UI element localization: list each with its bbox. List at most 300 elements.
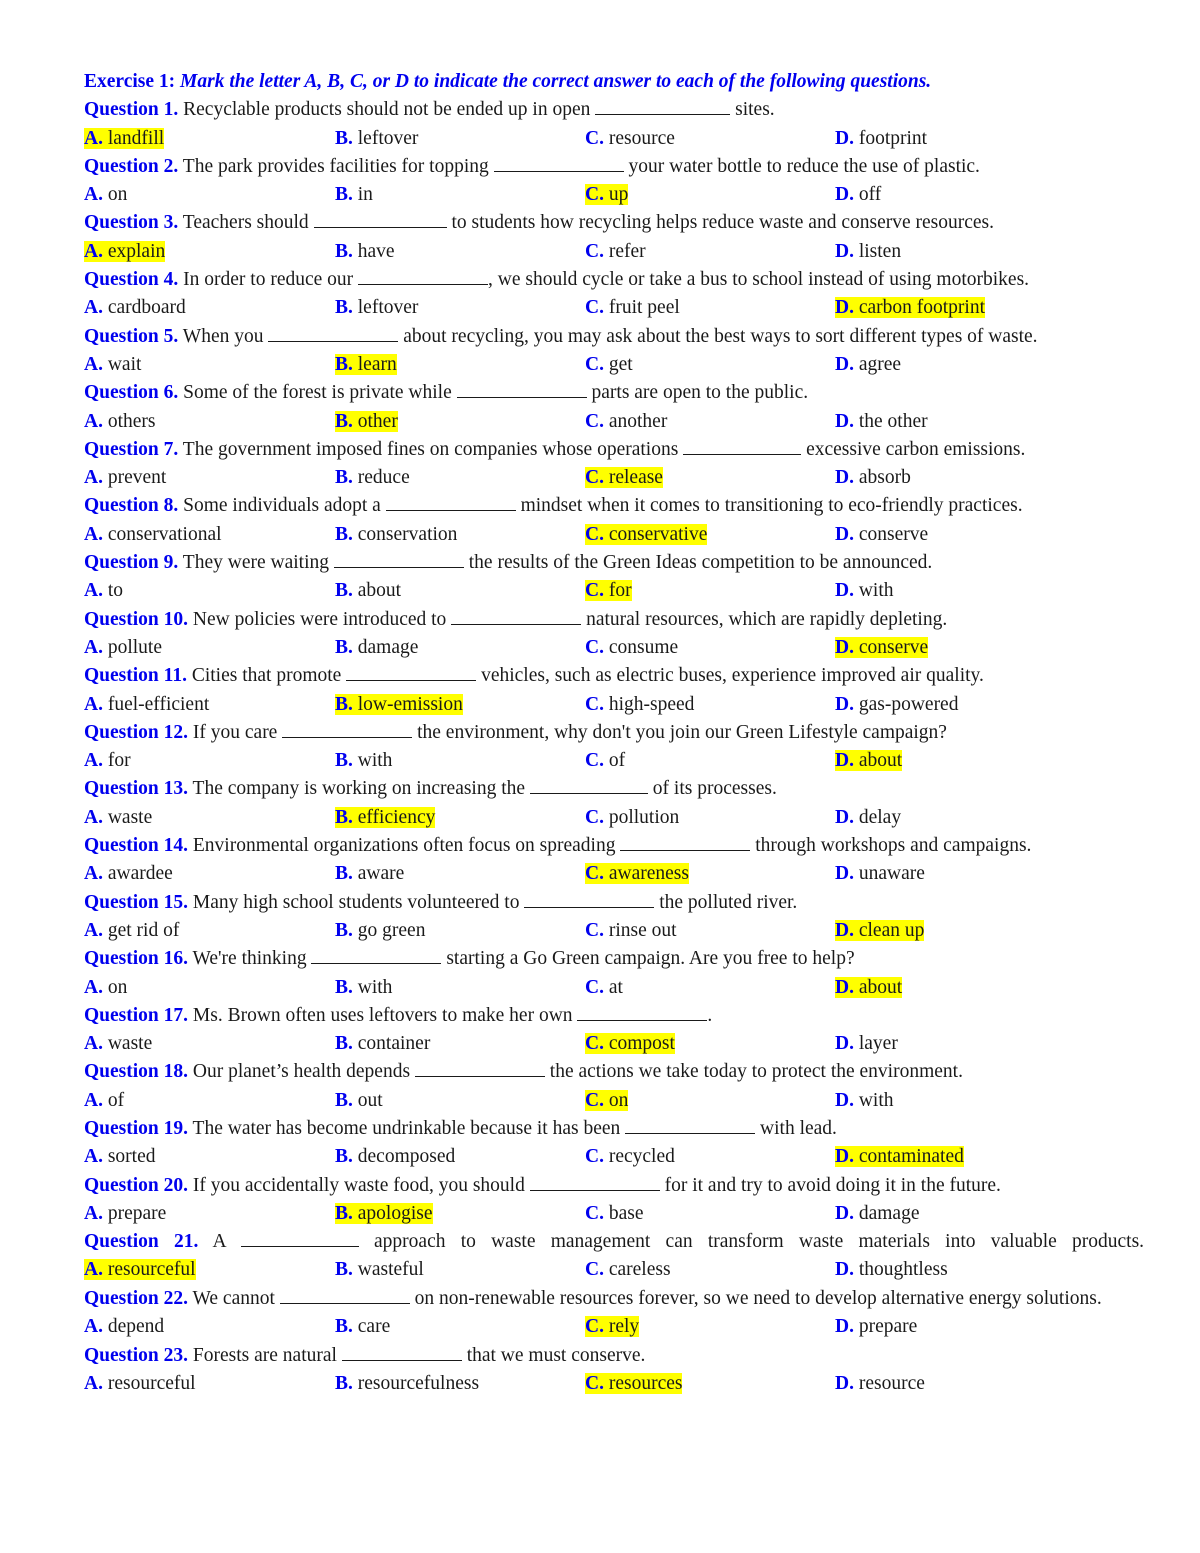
option-a[interactable] [84, 1143, 156, 1171]
option-content [84, 1146, 156, 1167]
option-d[interactable] [835, 1313, 917, 1341]
option-text: careless [608, 1259, 671, 1281]
question-text-after: parts are open to the public. [591, 382, 809, 404]
option-letter: C. [585, 1316, 604, 1338]
option-c[interactable] [585, 1143, 675, 1171]
option-text: at [608, 976, 623, 998]
option-a[interactable] [84, 860, 173, 888]
option-d[interactable] [835, 1030, 898, 1058]
option-content [585, 920, 677, 941]
option-content [835, 128, 927, 149]
question-prefix: Question [84, 1231, 159, 1253]
option-b[interactable] [335, 1370, 479, 1398]
option-c[interactable] [585, 1370, 682, 1398]
option-b[interactable] [335, 1200, 433, 1228]
option-letter: A. [84, 976, 103, 998]
question-prefix: Question [84, 99, 159, 121]
option-b[interactable] [335, 464, 410, 492]
option-c[interactable] [585, 238, 646, 266]
option-b[interactable] [335, 577, 401, 605]
option-content [585, 694, 694, 715]
question-label [84, 1288, 188, 1309]
option-a[interactable] [84, 294, 186, 322]
option-letter: B. [335, 240, 353, 262]
option-content [835, 241, 901, 262]
option-letter: D. [835, 127, 854, 149]
option-text: sorted [107, 1146, 156, 1168]
option-text: layer [858, 1033, 898, 1055]
question-stem [84, 436, 1144, 464]
option-letter: B. [335, 353, 353, 375]
question-text-after: . [707, 1004, 713, 1026]
option-letter: A. [84, 523, 103, 545]
option-letter: C. [585, 184, 604, 206]
option-text: about [858, 750, 903, 772]
question-text-before: Some of the forest is private while [183, 382, 452, 404]
option-text: fuel-efficient [107, 693, 210, 715]
option-content [585, 1316, 639, 1337]
option-c[interactable] [585, 1030, 675, 1058]
option-content [835, 863, 925, 884]
option-text: go green [357, 919, 426, 941]
question-number: 14. [163, 835, 189, 857]
option-b[interactable] [335, 1030, 430, 1058]
option-content [335, 411, 398, 432]
option-d[interactable] [835, 238, 901, 266]
option-text: efficiency [357, 806, 436, 828]
option-text: resourceful [107, 1372, 196, 1394]
answer-blank [530, 1172, 660, 1191]
option-c[interactable] [585, 1200, 644, 1228]
option-c[interactable] [585, 294, 680, 322]
question-prefix: Question [84, 665, 159, 687]
option-letter: D. [835, 976, 854, 998]
option-content [84, 411, 156, 432]
option-c[interactable] [585, 521, 707, 549]
option-d[interactable] [835, 1256, 948, 1284]
option-b[interactable] [335, 294, 418, 322]
option-letter: C. [585, 976, 604, 998]
question-text-after: to students how recycling helps reduce waste and conserve resources. [451, 212, 995, 234]
option-a[interactable] [84, 747, 131, 775]
option-d[interactable] [835, 691, 958, 719]
option-letter: A. [84, 693, 103, 715]
option-c[interactable] [585, 351, 633, 379]
option-text: cardboard [107, 297, 186, 319]
question-text-before: The water has become undrinkable because it has been [192, 1117, 621, 1139]
option-content [585, 467, 663, 488]
question-stem [84, 1172, 1144, 1200]
question-text-after: through workshops and campaigns. [755, 835, 1032, 857]
question-prefix: Question [84, 1004, 159, 1026]
option-b[interactable] [335, 747, 392, 775]
option-text: conservational [107, 523, 222, 545]
option-content [585, 297, 680, 318]
option-letter: A. [84, 580, 103, 602]
option-a[interactable] [84, 125, 164, 153]
option-c[interactable] [585, 464, 663, 492]
option-text: about [357, 580, 402, 602]
option-c[interactable] [585, 917, 677, 945]
question-label [84, 212, 178, 233]
option-content [84, 807, 152, 828]
question-number: 10. [163, 608, 189, 630]
option-a[interactable] [84, 181, 127, 209]
option-letter: C. [585, 1146, 604, 1168]
option-content [835, 184, 881, 205]
question-label [84, 1118, 188, 1139]
answer-blank [524, 889, 654, 908]
option-content [84, 694, 209, 715]
option-a[interactable] [84, 1256, 196, 1284]
option-content [335, 297, 418, 318]
options-row [84, 464, 1144, 492]
question-prefix: Question [84, 1174, 159, 1196]
option-letter: C. [585, 1202, 604, 1224]
option-b[interactable] [335, 125, 418, 153]
exercise-header [84, 68, 1144, 96]
options-row [84, 917, 1144, 945]
option-letter: D. [835, 580, 854, 602]
option-text: resources [608, 1372, 683, 1394]
option-text: resourcefulness [357, 1372, 480, 1394]
option-content [84, 297, 186, 318]
option-text: get [608, 353, 633, 375]
option-text: leftover [357, 127, 419, 149]
option-b[interactable] [335, 804, 435, 832]
option-text: with [858, 1089, 894, 1111]
option-text: resourceful [107, 1259, 196, 1281]
option-content [335, 1033, 430, 1054]
option-d[interactable] [835, 747, 902, 775]
option-a[interactable] [84, 1030, 152, 1058]
option-a[interactable] [84, 634, 162, 662]
question-prefix: Question [84, 1117, 159, 1139]
option-content [835, 297, 985, 318]
option-content [835, 1316, 917, 1337]
option-letter: D. [835, 636, 854, 658]
question-prefix: Question [84, 438, 159, 460]
option-d[interactable] [835, 1370, 925, 1398]
option-c[interactable] [585, 974, 623, 1002]
question-text-after: that we must conserve. [466, 1344, 646, 1366]
option-content [84, 1316, 164, 1337]
option-a[interactable] [84, 577, 123, 605]
option-content [835, 411, 928, 432]
option-content [84, 354, 141, 375]
option-a[interactable] [84, 1313, 164, 1341]
option-d[interactable] [835, 634, 928, 662]
option-c[interactable] [585, 1313, 639, 1341]
option-content [585, 977, 623, 998]
option-a[interactable] [84, 238, 165, 266]
option-d[interactable] [835, 125, 927, 153]
option-d[interactable] [835, 804, 901, 832]
option-letter: A. [84, 806, 103, 828]
question-stem [84, 1002, 1144, 1030]
option-b[interactable] [335, 860, 404, 888]
option-a[interactable] [84, 464, 166, 492]
option-a[interactable] [84, 974, 127, 1002]
question-label [84, 1345, 188, 1366]
question-text-before: They were waiting [182, 552, 329, 574]
question-text-before: The government imposed fines on companies whose operations [182, 438, 679, 460]
option-b[interactable] [335, 634, 418, 662]
option-b[interactable] [335, 974, 392, 1002]
option-d[interactable] [835, 181, 881, 209]
option-text: for [107, 750, 131, 772]
option-text: delay [858, 806, 902, 828]
question-text-before: Some individuals adopt a [183, 495, 381, 517]
option-text: in [357, 184, 373, 206]
question-prefix: Question [84, 325, 159, 347]
option-text: another [608, 410, 668, 432]
option-letter: A. [84, 636, 103, 658]
option-b[interactable] [335, 408, 398, 436]
option-d[interactable] [835, 1087, 894, 1115]
option-letter: B. [335, 863, 353, 885]
option-text: care [357, 1316, 391, 1338]
option-text: up [608, 184, 629, 206]
option-text: container [357, 1033, 431, 1055]
option-text: thoughtless [858, 1259, 948, 1281]
option-content [84, 1203, 166, 1224]
question-prefix: Question [84, 835, 159, 857]
option-text: decomposed [357, 1146, 456, 1168]
answer-blank [386, 492, 516, 511]
option-letter: C. [585, 410, 604, 432]
option-d[interactable] [835, 351, 901, 379]
option-letter: A. [84, 1202, 103, 1224]
question-label [84, 835, 188, 856]
question-text-before: We cannot [192, 1287, 275, 1309]
option-letter: C. [585, 863, 604, 885]
option-b[interactable] [335, 691, 463, 719]
answer-blank [268, 323, 398, 342]
option-letter: B. [335, 693, 353, 715]
option-text: footprint [858, 127, 928, 149]
option-content [585, 750, 625, 771]
option-letter: A. [84, 863, 103, 885]
question-text-before: Environmental organizations often focus on spreading [192, 835, 616, 857]
question-prefix: Question [84, 155, 159, 177]
option-text: rely [608, 1316, 640, 1338]
option-letter: B. [335, 467, 353, 489]
question-prefix: Question [84, 891, 159, 913]
question-stem [84, 889, 1144, 917]
option-content [84, 184, 127, 205]
option-c[interactable] [585, 181, 628, 209]
option-letter: B. [335, 1316, 353, 1338]
option-content [835, 1373, 925, 1394]
option-d[interactable] [835, 974, 902, 1002]
options-row [84, 691, 1144, 719]
option-c[interactable] [585, 1256, 671, 1284]
option-letter: A. [84, 184, 103, 206]
option-content [585, 411, 667, 432]
option-text: waste [107, 806, 153, 828]
option-text: recycled [608, 1146, 675, 1168]
option-a[interactable] [84, 351, 141, 379]
question-number: 12. [163, 721, 189, 743]
option-letter: A. [84, 1033, 103, 1055]
question-text-after: for it and try to avoid doing it in the future. [664, 1174, 1001, 1196]
option-b[interactable] [335, 1087, 383, 1115]
option-text: conserve [858, 523, 929, 545]
option-c[interactable] [585, 804, 679, 832]
option-text: fruit peel [608, 297, 680, 319]
option-d[interactable] [835, 577, 894, 605]
option-text: base [608, 1202, 644, 1224]
question-number: 4. [163, 269, 179, 291]
question-text-after: approach to waste management can transform waste materials into valuable products. [374, 1231, 1145, 1253]
option-content [835, 637, 928, 658]
option-letter: B. [335, 1146, 353, 1168]
question-stem [84, 775, 1144, 803]
question-prefix: Question [84, 1344, 159, 1366]
answer-blank [334, 549, 464, 568]
option-text: consume [608, 636, 679, 658]
option-content [335, 1373, 479, 1394]
option-d[interactable] [835, 917, 924, 945]
option-text: carbon footprint [858, 297, 986, 319]
option-content [335, 750, 392, 771]
option-letter: B. [335, 919, 353, 941]
question-number: 1. [163, 99, 179, 121]
option-c[interactable] [585, 691, 694, 719]
option-text: of [107, 1089, 125, 1111]
option-text: wasteful [357, 1259, 424, 1281]
option-text: have [357, 240, 395, 262]
option-letter: C. [585, 1372, 604, 1394]
option-b[interactable] [335, 1143, 455, 1171]
option-b[interactable] [335, 917, 425, 945]
option-b[interactable] [335, 351, 397, 379]
option-b[interactable] [335, 1256, 424, 1284]
option-letter: D. [835, 863, 854, 885]
option-letter: B. [335, 523, 353, 545]
option-c[interactable] [585, 577, 632, 605]
option-content [335, 637, 418, 658]
option-b[interactable] [335, 238, 395, 266]
option-c[interactable] [585, 1087, 628, 1115]
option-d[interactable] [835, 1143, 964, 1171]
option-c[interactable] [585, 747, 625, 775]
options-row [84, 1256, 1144, 1284]
option-content [835, 1146, 964, 1167]
option-text: off [858, 184, 882, 206]
option-text: gas-powered [858, 693, 959, 715]
option-a[interactable] [84, 691, 209, 719]
question-text-after: excessive carbon emissions. [806, 438, 1026, 460]
option-b[interactable] [335, 181, 373, 209]
option-a[interactable] [84, 521, 222, 549]
option-d[interactable] [835, 408, 928, 436]
question-prefix: Question [84, 608, 159, 630]
option-content [835, 977, 902, 998]
option-a[interactable] [84, 1200, 166, 1228]
option-content [335, 128, 418, 149]
question-number: 8. [163, 495, 179, 517]
option-content [835, 1090, 894, 1111]
question-text-after: the polluted river. [659, 891, 798, 913]
option-letter: A. [84, 297, 103, 319]
option-letter: B. [335, 184, 353, 206]
answer-blank [241, 1228, 359, 1247]
option-d[interactable] [835, 1200, 919, 1228]
option-d[interactable] [835, 294, 985, 322]
options-row [84, 408, 1144, 436]
option-text: conservation [357, 523, 458, 545]
option-content [84, 637, 162, 658]
option-letter: C. [585, 1089, 604, 1111]
option-text: leftover [357, 297, 419, 319]
option-b[interactable] [335, 1313, 390, 1341]
option-c[interactable] [585, 408, 667, 436]
question-prefix: Question [84, 495, 159, 517]
question-number: 3. [163, 212, 179, 234]
option-d[interactable] [835, 464, 911, 492]
option-content [335, 977, 392, 998]
question-text-before: Forests are natural [192, 1344, 337, 1366]
option-a[interactable] [84, 408, 156, 436]
option-text: absorb [858, 467, 911, 489]
option-a[interactable] [84, 1087, 124, 1115]
option-letter: D. [835, 693, 854, 715]
answer-blank [625, 1115, 755, 1134]
question-text-after: vehicles, such as electric buses, experience improved air quality. [481, 665, 984, 687]
option-content [335, 1090, 383, 1111]
options-row [84, 577, 1144, 605]
option-d[interactable] [835, 860, 925, 888]
option-letter: C. [585, 750, 604, 772]
option-content [585, 524, 707, 545]
option-text: depend [107, 1316, 165, 1338]
option-text: listen [858, 240, 902, 262]
option-a[interactable] [84, 917, 179, 945]
option-a[interactable] [84, 1370, 196, 1398]
option-c[interactable] [585, 125, 675, 153]
option-text: prevent [107, 467, 167, 489]
option-letter: A. [84, 467, 103, 489]
question-number: 7. [163, 438, 179, 460]
option-content [585, 241, 646, 262]
question-label [84, 778, 188, 799]
question-text-before: Many high school students volunteered to [192, 891, 520, 913]
option-letter: A. [84, 1372, 103, 1394]
question-text-after: natural resources, which are rapidly depleting. [586, 608, 948, 630]
option-content [335, 241, 395, 262]
answer-blank [415, 1058, 545, 1077]
question-number: 9. [163, 552, 179, 574]
option-text: resource [858, 1372, 925, 1394]
option-text: damage [357, 636, 419, 658]
option-content [585, 1146, 675, 1167]
option-b[interactable] [335, 521, 457, 549]
option-d[interactable] [835, 521, 928, 549]
option-c[interactable] [585, 860, 689, 888]
option-text: awardee [107, 863, 173, 885]
option-a[interactable] [84, 804, 152, 832]
option-content [585, 637, 678, 658]
option-c[interactable] [585, 634, 678, 662]
option-content [84, 750, 131, 771]
option-content [84, 1259, 196, 1280]
question-text-before: A [212, 1231, 226, 1253]
option-content [84, 1373, 196, 1394]
question-stem [84, 1342, 1144, 1370]
option-letter: D. [835, 523, 854, 545]
